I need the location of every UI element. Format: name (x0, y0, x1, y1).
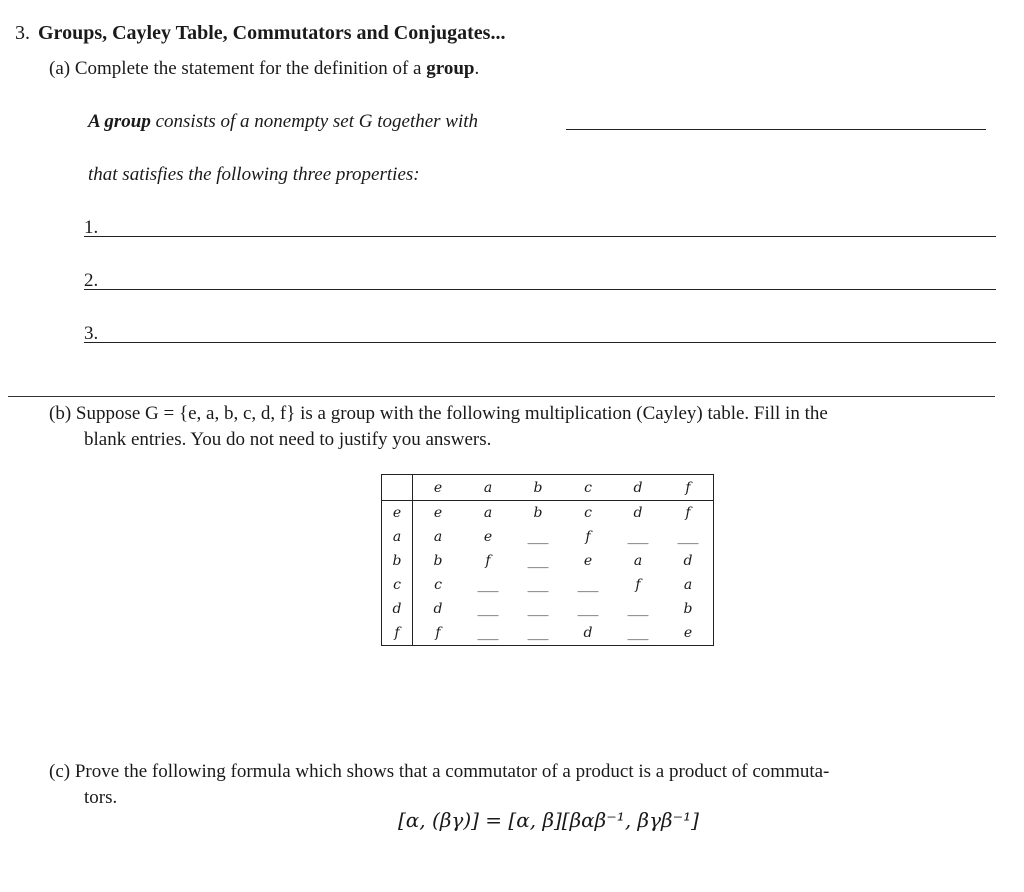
property-3-label: 3. (84, 323, 99, 344)
operation-answer-blank[interactable] (566, 129, 986, 130)
cayley-cell: c (434, 577, 442, 593)
part-c-line2: tors. (84, 787, 118, 808)
property-1-label: 1. (84, 217, 99, 238)
cayley-cell[interactable]: ___ (527, 577, 549, 593)
cayley-row (382, 621, 714, 646)
cayley-cell[interactable]: ___ (627, 601, 649, 617)
cayley-row (382, 549, 714, 573)
problem-number: 3. (15, 22, 30, 44)
cayley-cell: e (483, 529, 493, 545)
cayley-cell: f (435, 625, 441, 641)
cayley-row-head: b (382, 549, 413, 573)
part-b-line2: blank entries. You do not need to justify you answers. (84, 429, 492, 450)
property-2-blank[interactable] (84, 289, 996, 290)
cayley-cell[interactable]: ___ (527, 529, 549, 545)
cayley-cell[interactable]: ___ (527, 553, 549, 569)
cayley-cell: e (683, 625, 693, 641)
part-b-text1: Suppose G = {e, a, b, c, d, f} is a group with the following multiplication (Cayley) table. Fill in the (75, 403, 828, 424)
problem-heading (15, 22, 505, 45)
part-a-prompt (49, 56, 479, 82)
cayley-cell[interactable]: ___ (627, 529, 649, 545)
cayley-cell: f (635, 577, 641, 593)
cayley-header-row (382, 475, 714, 501)
cayley-row-head: e (382, 501, 413, 526)
section-divider (8, 396, 995, 397)
cayley-col-head: a (463, 475, 513, 501)
cayley-cell[interactable]: ___ (627, 625, 649, 641)
cayley-cell: b (433, 553, 443, 569)
cayley-row-head: d (382, 597, 413, 621)
cayley-cell: a (683, 577, 693, 593)
cayley-col-head: b (513, 475, 563, 501)
group-statement-rest: consists of a nonempty set G together with (150, 111, 479, 132)
cayley-cell: f (485, 553, 491, 569)
cayley-cell[interactable]: ___ (677, 529, 699, 545)
problem-title: Groups, Cayley Table, Commutators and Conjugates... (38, 22, 506, 44)
cayley-cell[interactable]: ___ (527, 601, 549, 617)
part-c-text1: Prove the following formula which shows that a commutator of a product is a product of commuta- (74, 761, 830, 782)
cayley-cell: b (533, 505, 543, 521)
cayley-cell: d (633, 505, 643, 521)
cayley-cell[interactable]: ___ (577, 601, 599, 617)
part-c-line1 (49, 759, 829, 785)
cayley-row-head: f (382, 621, 413, 646)
cayley-col-head: f (663, 475, 714, 501)
cayley-cell: d (583, 625, 593, 641)
cayley-cell: c (584, 505, 592, 521)
group-statement (88, 109, 478, 135)
cayley-cell: d (683, 553, 693, 569)
cayley-cell[interactable]: ___ (577, 577, 599, 593)
part-b-line1 (49, 401, 828, 427)
cayley-cell: f (685, 505, 691, 521)
cayley-cell: e (583, 553, 593, 569)
cayley-cell: b (683, 601, 693, 617)
cayley-corner (382, 475, 413, 501)
cayley-cell: e (433, 505, 443, 521)
part-c-label: (c) (49, 761, 71, 782)
cayley-row (382, 525, 714, 549)
cayley-cell[interactable]: ___ (527, 625, 549, 641)
cayley-cell: a (633, 553, 643, 569)
cayley-row (382, 573, 714, 597)
cayley-row (382, 501, 714, 526)
group-statement-bold: A group (88, 111, 151, 132)
cayley-cell: a (433, 529, 443, 545)
part-b-label: (b) (49, 403, 72, 424)
cayley-cell: d (433, 601, 443, 617)
cayley-col-head: c (563, 475, 613, 501)
commutator-formula: [α, (βγ)] = [α, β][βαβ⁻¹, βγβ⁻¹] (398, 808, 699, 832)
group-statement-line2: that satisfies the following three properties: (88, 164, 420, 185)
cayley-row (382, 597, 714, 621)
cayley-cell: f (585, 529, 591, 545)
property-3-blank[interactable] (84, 342, 996, 343)
cayley-col-head: d (613, 475, 663, 501)
property-2-label: 2. (84, 270, 99, 291)
cayley-cell[interactable]: ___ (477, 601, 499, 617)
cayley-row-head: a (382, 525, 413, 549)
part-a-prompt-text: Complete the statement for the definition of a (74, 58, 427, 79)
cayley-table (381, 474, 714, 646)
cayley-cell: a (483, 505, 493, 521)
part-a-prompt-period: . (474, 58, 480, 79)
property-1-blank[interactable] (84, 236, 996, 237)
part-a-label: (a) (49, 58, 71, 79)
cayley-row-head: c (382, 573, 413, 597)
cayley-col-head: e (413, 475, 464, 501)
part-a-prompt-bold: group (426, 58, 475, 79)
cayley-cell[interactable]: ___ (477, 625, 499, 641)
cayley-cell[interactable]: ___ (477, 577, 499, 593)
